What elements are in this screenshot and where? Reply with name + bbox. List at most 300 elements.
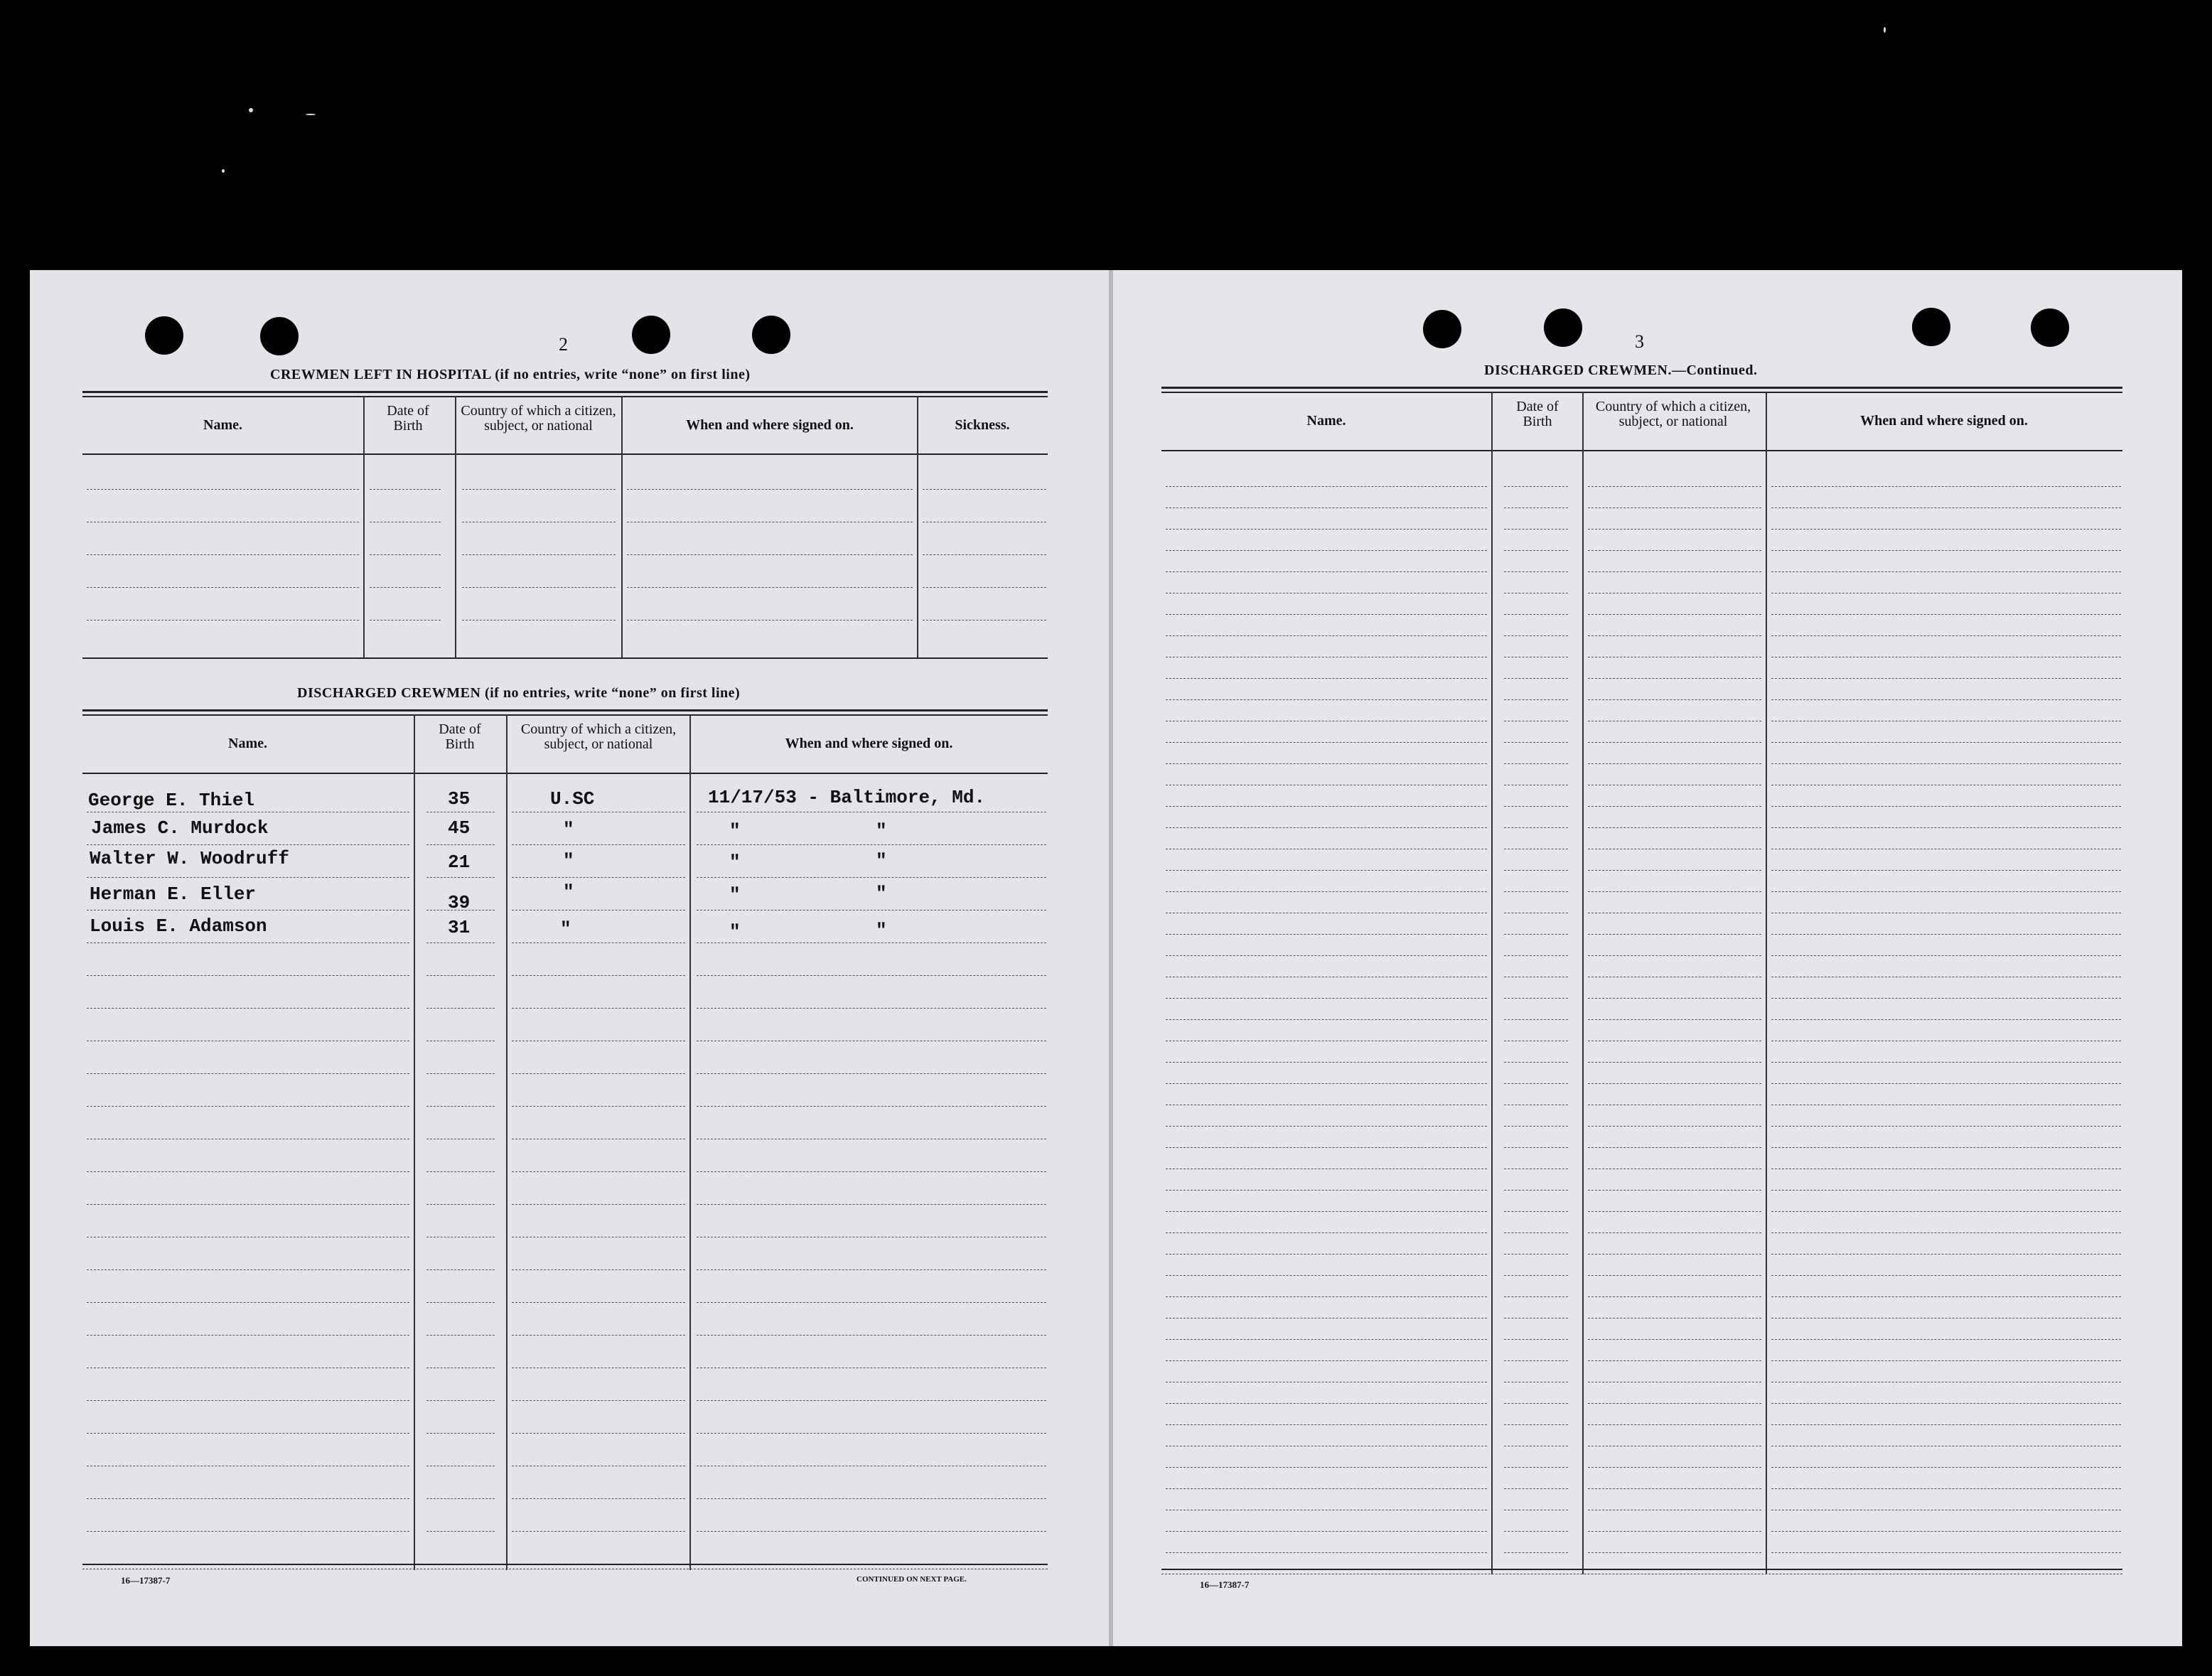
ruled-line xyxy=(1588,529,1761,530)
ruled-line xyxy=(512,1335,685,1336)
form-code: 16—17387-7 xyxy=(1200,1579,1250,1590)
header-underline xyxy=(82,773,1048,774)
ruled-line xyxy=(1588,955,1761,956)
continued-header-country: Country of which a citizen, subject, or national xyxy=(1595,399,1751,429)
ruled-line xyxy=(1166,1467,1487,1468)
continued-note: CONTINUED ON NEXT PAGE. xyxy=(857,1575,967,1584)
column-rule xyxy=(621,396,623,657)
column-rule xyxy=(1766,392,1767,1574)
ruled-line xyxy=(370,620,441,621)
ruled-line xyxy=(1588,1488,1761,1489)
column-rule xyxy=(689,714,691,1570)
ruled-line xyxy=(1588,550,1761,551)
ruled-line xyxy=(1588,699,1761,700)
column-rule xyxy=(414,714,415,1570)
ruled-line xyxy=(1588,1147,1761,1148)
ruled-line xyxy=(1504,486,1568,487)
ruled-line xyxy=(370,587,441,588)
ruled-line xyxy=(462,554,616,555)
crew-signed-place: " xyxy=(876,820,887,842)
ruled-line xyxy=(1588,1019,1761,1020)
ruled-line xyxy=(1166,1339,1487,1340)
ruled-line xyxy=(1504,934,1568,935)
ruled-line xyxy=(426,1269,495,1270)
ruled-line xyxy=(512,942,685,943)
header-underline xyxy=(82,453,1048,455)
ruled-line xyxy=(1166,1211,1487,1212)
table-rule xyxy=(1161,392,2122,393)
ruled-line xyxy=(512,1400,685,1401)
ruled-line xyxy=(426,975,495,976)
ruled-line xyxy=(1504,550,1568,551)
ruled-line xyxy=(87,489,359,490)
ruled-line xyxy=(1588,1190,1761,1191)
ruled-line xyxy=(923,620,1046,621)
crew-dob: 35 xyxy=(448,788,471,810)
crew-country: " xyxy=(560,918,571,940)
discharged-header-dob: Date of Birth xyxy=(439,721,481,752)
ruled-line xyxy=(1588,1552,1761,1553)
ruled-line xyxy=(1504,998,1568,999)
ruled-line xyxy=(1504,1531,1568,1532)
ruled-line xyxy=(1771,1531,2121,1532)
ruled-line xyxy=(1588,1360,1761,1361)
ruled-line xyxy=(1504,955,1568,956)
ruled-line xyxy=(1588,1083,1761,1084)
ruled-line xyxy=(1504,1211,1568,1212)
table-rule xyxy=(82,714,1048,716)
ruled-line xyxy=(1166,1403,1487,1404)
ruled-line xyxy=(1166,699,1487,700)
ruled-line xyxy=(1588,806,1761,807)
ruled-line xyxy=(1771,1126,2121,1127)
ruled-line xyxy=(1771,891,2121,892)
ruled-line xyxy=(1588,1531,1761,1532)
ruled-line xyxy=(1588,678,1761,679)
ruled-line xyxy=(1504,614,1568,615)
ruled-line xyxy=(1166,1062,1487,1063)
crew-signed-date: " xyxy=(729,884,741,906)
hospital-header-country: Country of which a citizen, subject, or national xyxy=(461,403,616,434)
ruled-line xyxy=(1166,1083,1487,1084)
ruled-line xyxy=(697,877,1046,878)
ruled-line xyxy=(87,1498,409,1499)
crew-dob: 45 xyxy=(448,817,471,839)
ruled-line xyxy=(426,1433,495,1434)
ruled-line xyxy=(1771,571,2121,572)
ruled-line xyxy=(1771,529,2121,530)
crew-country: " xyxy=(563,850,574,871)
ruled-line xyxy=(1504,891,1568,892)
ruled-line xyxy=(426,1335,495,1336)
ruled-line xyxy=(1771,507,2121,508)
ruled-line xyxy=(426,877,495,878)
ruled-line xyxy=(1504,1488,1568,1489)
table-rule xyxy=(82,1564,1048,1565)
ruled-line xyxy=(370,489,441,490)
ruled-line xyxy=(1166,614,1487,615)
page-fold xyxy=(1109,270,1113,1646)
ruled-line xyxy=(1771,1360,2121,1361)
crew-name: Walter W. Woodruff xyxy=(90,848,289,869)
ruled-line xyxy=(512,1204,685,1205)
crew-signed-date: " xyxy=(729,921,741,942)
ruled-line xyxy=(1588,1232,1761,1233)
ruled-line xyxy=(1504,635,1568,636)
ruled-line xyxy=(1504,1403,1568,1404)
ruled-line xyxy=(512,1531,685,1532)
ruled-line xyxy=(1166,529,1487,530)
column-rule xyxy=(455,396,456,657)
ruled-line xyxy=(87,877,409,878)
crew-dob: 21 xyxy=(448,852,471,873)
ruled-line xyxy=(1504,742,1568,743)
ruled-line xyxy=(1771,1232,2121,1233)
crew-country: " xyxy=(563,881,574,903)
ruled-line xyxy=(87,844,409,845)
ruled-line xyxy=(1166,507,1487,508)
crew-signed-date: " xyxy=(729,820,741,842)
speck xyxy=(1884,27,1886,33)
crew-signed-place: " xyxy=(876,920,887,941)
ruled-line xyxy=(1771,1339,2121,1340)
ruled-line xyxy=(1504,678,1568,679)
ruled-line xyxy=(87,1204,409,1205)
header-underline xyxy=(1161,450,2122,451)
continued-header-dob: Date of Birth xyxy=(1516,399,1559,429)
ruled-line xyxy=(1166,1424,1487,1425)
ruled-line xyxy=(370,554,441,555)
ruled-line xyxy=(923,554,1046,555)
ruled-line xyxy=(1504,1275,1568,1276)
column-rule xyxy=(363,396,365,657)
ruled-line xyxy=(1588,486,1761,487)
ruled-line xyxy=(1166,1147,1487,1148)
ruled-line xyxy=(426,942,495,943)
ruled-line xyxy=(426,1400,495,1401)
crew-name: James C. Murdock xyxy=(91,817,269,839)
ruled-line xyxy=(1504,827,1568,828)
ruled-line xyxy=(1166,870,1487,871)
hospital-section-title: CREWMEN LEFT IN HOSPITAL (if no entries, write “none” on first line) xyxy=(270,367,751,382)
column-rule xyxy=(1491,392,1493,1574)
ruled-line xyxy=(1771,1552,2121,1553)
ruled-line xyxy=(87,1335,409,1336)
punch-hole xyxy=(752,316,790,354)
ruled-line xyxy=(1771,486,2121,487)
ruled-line xyxy=(1504,806,1568,807)
ruled-line xyxy=(697,1400,1046,1401)
column-rule xyxy=(917,396,918,657)
punch-hole xyxy=(632,316,670,354)
ruled-line xyxy=(1166,1190,1487,1191)
crew-signed-place: " xyxy=(876,883,887,904)
ruled-line xyxy=(1166,998,1487,999)
ruled-line xyxy=(1504,1254,1568,1255)
ruled-line xyxy=(1504,1232,1568,1233)
crew-signed-on: 11/17/53 - Baltimore, Md. xyxy=(708,787,986,808)
ruled-line xyxy=(1166,1296,1487,1297)
ruled-line xyxy=(462,587,616,588)
discharged-header-name: Name. xyxy=(228,736,267,751)
ruled-line xyxy=(1588,614,1761,615)
ruled-line xyxy=(1166,1360,1487,1361)
ruled-line xyxy=(87,975,409,976)
ruled-line xyxy=(87,1433,409,1434)
ruled-line xyxy=(697,1008,1046,1009)
ruled-line xyxy=(1166,934,1487,935)
ruled-line xyxy=(462,489,616,490)
ruled-line xyxy=(697,1531,1046,1532)
ruled-line xyxy=(426,1073,495,1074)
ruled-line xyxy=(1504,1339,1568,1340)
ruled-line xyxy=(1166,1126,1487,1127)
ruled-line xyxy=(627,489,913,490)
discharged-continued-title: DISCHARGED CREWMEN.—Continued. xyxy=(1484,362,1758,378)
ruled-line xyxy=(87,1171,409,1172)
ruled-line xyxy=(697,1106,1046,1107)
punch-hole xyxy=(145,316,183,355)
ruled-line xyxy=(87,1008,409,1009)
ruled-line xyxy=(512,975,685,976)
ruled-line xyxy=(1588,635,1761,636)
ruled-line xyxy=(1166,550,1487,551)
ruled-line xyxy=(1771,1296,2121,1297)
speck xyxy=(222,169,225,173)
ruled-line xyxy=(87,1302,409,1303)
ruled-line xyxy=(1771,1254,2121,1255)
ruled-line xyxy=(1771,550,2121,551)
speck xyxy=(249,108,253,112)
ruled-line xyxy=(1166,955,1487,956)
table-rule xyxy=(1161,387,2122,389)
ruled-line xyxy=(1771,1424,2121,1425)
ruled-line xyxy=(1504,1126,1568,1127)
ruled-line xyxy=(426,1171,495,1172)
hospital-header-signed: When and where signed on. xyxy=(686,417,854,433)
crew-country: " xyxy=(563,819,574,840)
ruled-line xyxy=(1588,1126,1761,1127)
ruled-line xyxy=(462,620,616,621)
ruled-line xyxy=(1771,1488,2121,1489)
ruled-line xyxy=(1166,1232,1487,1233)
continued-header-signed: When and where signed on. xyxy=(1860,413,2028,429)
column-rule xyxy=(506,714,508,1570)
ruled-line xyxy=(697,844,1046,845)
ruled-line xyxy=(1771,614,2121,615)
ruled-line xyxy=(87,587,359,588)
crew-dob: 31 xyxy=(448,917,471,938)
ruled-line xyxy=(1504,1552,1568,1553)
ruled-line xyxy=(87,1531,409,1532)
ruled-line xyxy=(697,1433,1046,1434)
ruled-line xyxy=(512,1269,685,1270)
discharged-section-title: DISCHARGED CREWMEN (if no entries, write “none” on first line) xyxy=(297,685,741,701)
ruled-line xyxy=(1588,742,1761,743)
ruled-line xyxy=(1771,1467,2121,1468)
punch-hole xyxy=(2031,308,2069,347)
hospital-header-sickness: Sickness. xyxy=(955,417,1010,433)
ruled-line xyxy=(1166,1488,1487,1489)
ruled-line xyxy=(1588,763,1761,764)
ruled-line xyxy=(426,1302,495,1303)
ruled-line xyxy=(1588,1296,1761,1297)
crew-name: Louis E. Adamson xyxy=(90,915,267,937)
punch-hole xyxy=(1423,310,1461,348)
ruled-line xyxy=(426,1008,495,1009)
ruled-line xyxy=(1771,635,2121,636)
ruled-line xyxy=(1504,1083,1568,1084)
ruled-line xyxy=(1166,1552,1487,1553)
ruled-line xyxy=(627,587,913,588)
column-rule xyxy=(1582,392,1584,1574)
ruled-line xyxy=(512,1171,685,1172)
crew-signed-place: " xyxy=(876,850,887,871)
ruled-line xyxy=(1588,1062,1761,1063)
ruled-line xyxy=(512,1008,685,1009)
ruled-line xyxy=(87,1106,409,1107)
table-rule xyxy=(82,391,1048,393)
punch-hole xyxy=(260,317,299,355)
table-rule xyxy=(82,396,1048,397)
ruled-line xyxy=(426,1106,495,1107)
ruled-line xyxy=(1771,763,2121,764)
page-number: 3 xyxy=(1635,331,1644,352)
ruled-line xyxy=(1166,486,1487,487)
ruled-line xyxy=(1771,955,2121,956)
ruled-line xyxy=(1166,678,1487,679)
ruled-line xyxy=(627,620,913,621)
ruled-line xyxy=(87,620,359,621)
ruled-line xyxy=(1504,529,1568,530)
ruled-line xyxy=(1771,742,2121,743)
ruled-line xyxy=(697,1335,1046,1336)
ruled-line xyxy=(1166,763,1487,764)
ruled-line xyxy=(1166,1254,1487,1255)
ruled-line xyxy=(923,489,1046,490)
crew-dob: 39 xyxy=(448,892,471,913)
left-page xyxy=(30,270,1109,1646)
table-rule xyxy=(82,709,1048,711)
ruled-line xyxy=(1504,870,1568,871)
continued-header-name: Name. xyxy=(1306,413,1346,429)
ruled-line xyxy=(1504,1147,1568,1148)
ruled-line xyxy=(697,1498,1046,1499)
ruled-line xyxy=(697,1171,1046,1172)
ruled-line xyxy=(87,1073,409,1074)
ruled-line xyxy=(1771,827,2121,828)
ruled-line xyxy=(1504,763,1568,764)
ruled-line xyxy=(1588,1403,1761,1404)
ruled-line xyxy=(1771,806,2121,807)
ruled-line xyxy=(1166,635,1487,636)
ruled-line xyxy=(512,1073,685,1074)
ruled-line xyxy=(923,587,1046,588)
table-rule xyxy=(1161,1569,2122,1570)
ruled-line xyxy=(1504,1296,1568,1297)
form-code: 16—17387-7 xyxy=(121,1575,171,1586)
ruled-line xyxy=(1166,1019,1487,1020)
ruled-line xyxy=(1588,998,1761,999)
ruled-line xyxy=(426,1498,495,1499)
ruled-line xyxy=(1166,1275,1487,1276)
right-page xyxy=(1112,270,2182,1646)
speck xyxy=(306,114,316,115)
ruled-line xyxy=(512,1106,685,1107)
ruled-line xyxy=(1771,1403,2121,1404)
ruled-line xyxy=(512,844,685,845)
ruled-line xyxy=(512,1433,685,1434)
ruled-line xyxy=(1588,571,1761,572)
ruled-line xyxy=(697,1269,1046,1270)
ruled-line xyxy=(1771,1147,2121,1148)
crew-name: Herman E. Eller xyxy=(90,883,257,905)
ruled-line xyxy=(512,1302,685,1303)
ruled-line xyxy=(1166,806,1487,807)
ruled-line xyxy=(87,942,409,943)
ruled-line xyxy=(1771,1190,2121,1191)
ruled-line xyxy=(1166,891,1487,892)
ruled-line xyxy=(87,554,359,555)
ruled-line xyxy=(697,975,1046,976)
ruled-line xyxy=(697,942,1046,943)
ruled-line xyxy=(512,1498,685,1499)
ruled-line xyxy=(1166,571,1487,572)
ruled-line xyxy=(1771,934,2121,935)
ruled-line xyxy=(1771,870,2121,871)
page-number: 2 xyxy=(559,334,568,355)
table-rule xyxy=(82,657,1048,659)
ruled-line xyxy=(1504,1424,1568,1425)
ruled-line xyxy=(1504,507,1568,508)
ruled-line xyxy=(1166,742,1487,743)
ruled-line xyxy=(1771,678,2121,679)
ruled-line xyxy=(1588,1467,1761,1468)
ruled-line xyxy=(1588,934,1761,935)
discharged-header-signed: When and where signed on. xyxy=(785,736,953,751)
ruled-line xyxy=(426,1204,495,1205)
ruled-line xyxy=(87,1269,409,1270)
ruled-line xyxy=(426,844,495,845)
ruled-line xyxy=(512,877,685,878)
ruled-line xyxy=(1771,998,2121,999)
ruled-line xyxy=(1588,827,1761,828)
hospital-header-dob: Date of Birth xyxy=(387,403,429,434)
ruled-line xyxy=(1166,1531,1487,1532)
crew-country: U.SC xyxy=(550,788,595,810)
ruled-line xyxy=(627,554,913,555)
ruled-line xyxy=(1771,1275,2121,1276)
ruled-line xyxy=(1588,1254,1761,1255)
ruled-line xyxy=(1504,699,1568,700)
ruled-line xyxy=(1771,1083,2121,1084)
ruled-line xyxy=(87,1400,409,1401)
ruled-line xyxy=(1504,1019,1568,1020)
ruled-line xyxy=(1771,699,2121,700)
ruled-line xyxy=(1588,507,1761,508)
ruled-line xyxy=(1504,1360,1568,1361)
ruled-line xyxy=(697,1204,1046,1205)
ruled-line xyxy=(697,1302,1046,1303)
crew-name: George E. Thiel xyxy=(88,790,255,811)
ruled-line xyxy=(1504,1062,1568,1063)
punch-hole xyxy=(1544,308,1582,347)
ruled-line xyxy=(1588,1424,1761,1425)
crew-signed-date: " xyxy=(729,852,741,873)
ruled-line xyxy=(1588,891,1761,892)
ruled-line xyxy=(1588,1339,1761,1340)
ruled-line xyxy=(1504,571,1568,572)
